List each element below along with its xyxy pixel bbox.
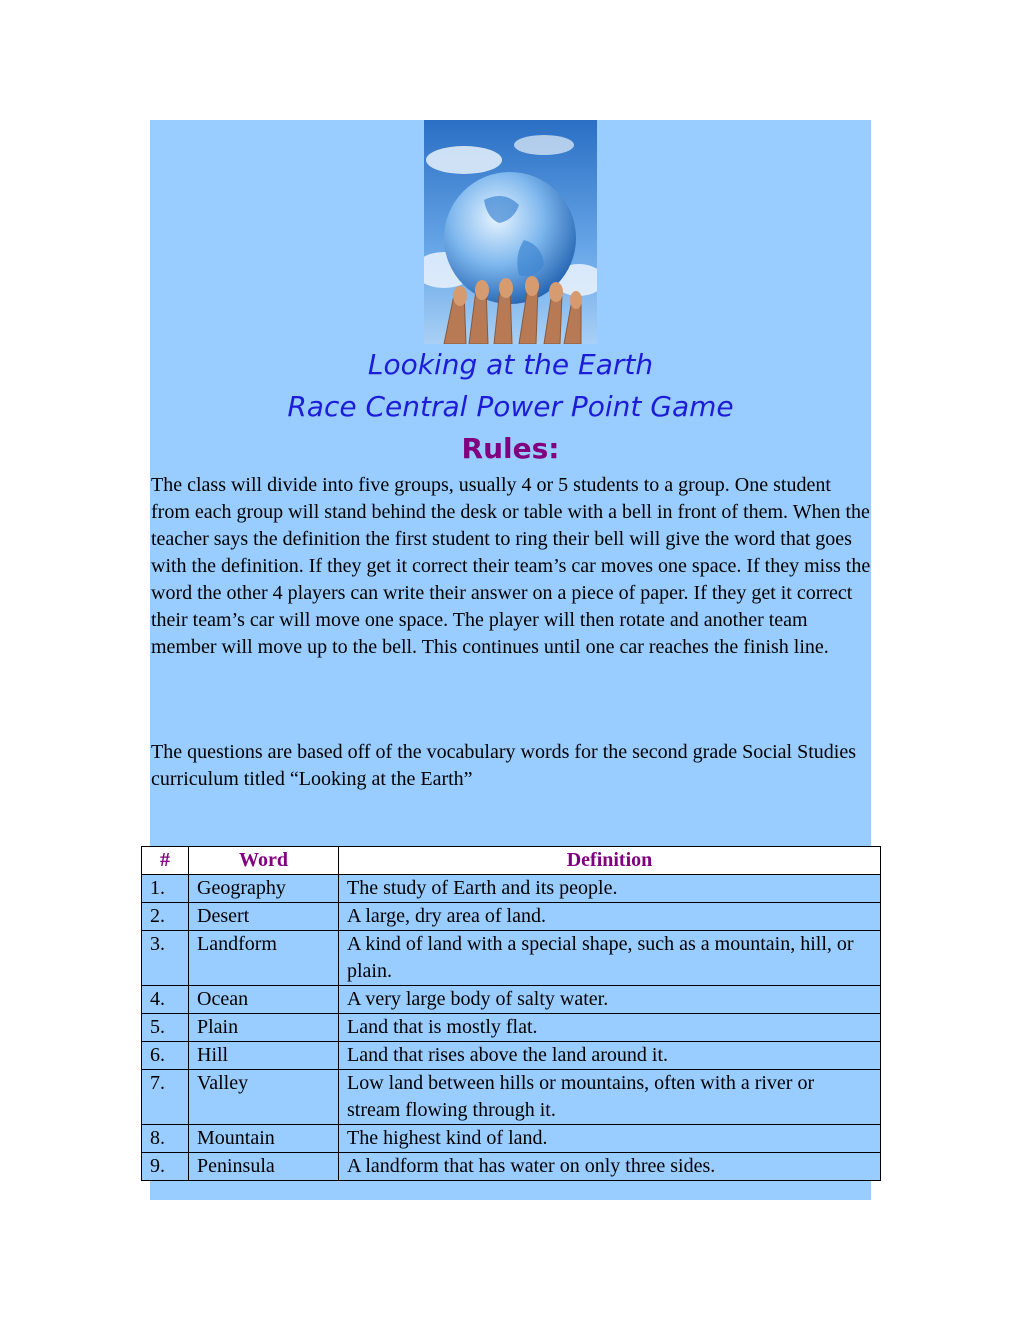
- row-number: 5.: [142, 1014, 189, 1042]
- vocabulary-table: [141, 846, 881, 1181]
- curriculum-paragraph: The questions are based off of the vocabulary words for the second grade Social Studies curriculum titled “Looking at the Earth”: [151, 741, 856, 790]
- row-number: 9.: [142, 1153, 189, 1181]
- row-word: Mountain: [189, 1125, 339, 1153]
- row-number: 3.: [142, 931, 189, 986]
- table-row: [142, 931, 881, 986]
- rules-paragraph: The class will divide into five groups, usually 4 or 5 students to a group. One student from each group will stand behind the desk or table with a bell in front of them. When the teacher says the definition the first student to ring their bell will give the word that goes with the definition. If they get it correct their team’s car moves one space. If they miss the word the other 4 players can write their answer on a piece of paper. If they get it correct their team’s car will move one space. The player will then rotate and another team member will move up to the bell. This continues until one car reaches the finish line.: [151, 474, 871, 658]
- table-row: [142, 903, 881, 931]
- row-definition: The study of Earth and its people.: [339, 875, 881, 903]
- header-definition: Definition: [339, 847, 881, 875]
- row-word: Landform: [189, 931, 339, 986]
- row-definition: A kind of land with a special shape, such as a mountain, hill, or plain.: [339, 931, 881, 986]
- globe-hands-image: [424, 120, 597, 344]
- row-definition: Land that rises above the land around it.: [339, 1042, 881, 1070]
- row-word: Hill: [189, 1042, 339, 1070]
- row-number: 6.: [142, 1042, 189, 1070]
- row-number: 7.: [142, 1070, 189, 1125]
- table-row: [142, 1153, 881, 1181]
- row-word: Valley: [189, 1070, 339, 1125]
- row-word: Plain: [189, 1014, 339, 1042]
- row-definition: The highest kind of land.: [339, 1125, 881, 1153]
- row-word: Desert: [189, 903, 339, 931]
- row-number: 1.: [142, 875, 189, 903]
- row-number: 2.: [142, 903, 189, 931]
- table-row: [142, 1042, 881, 1070]
- row-definition: A large, dry area of land.: [339, 903, 881, 931]
- row-definition: A very large body of salty water.: [339, 986, 881, 1014]
- header-word: Word: [189, 847, 339, 875]
- table-row: [142, 875, 881, 903]
- page-subtitle: Race Central Power Point Game: [287, 390, 734, 423]
- page-title: Looking at the Earth: [367, 348, 654, 381]
- table-header-row: [142, 847, 881, 875]
- rules-heading: Rules:: [461, 432, 560, 465]
- row-word: Peninsula: [189, 1153, 339, 1181]
- table-row: [142, 1125, 881, 1153]
- table-row: [142, 1014, 881, 1042]
- row-word: Geography: [189, 875, 339, 903]
- row-definition: A landform that has water on only three sides.: [339, 1153, 881, 1181]
- table-row: [142, 1070, 881, 1125]
- row-number: 8.: [142, 1125, 189, 1153]
- table-row: [142, 986, 881, 1014]
- row-definition: Low land between hills or mountains, often with a river or stream flowing through it.: [339, 1070, 881, 1125]
- row-word: Ocean: [189, 986, 339, 1014]
- row-definition: Land that is mostly flat.: [339, 1014, 881, 1042]
- row-number: 4.: [142, 986, 189, 1014]
- header-number: #: [142, 847, 189, 875]
